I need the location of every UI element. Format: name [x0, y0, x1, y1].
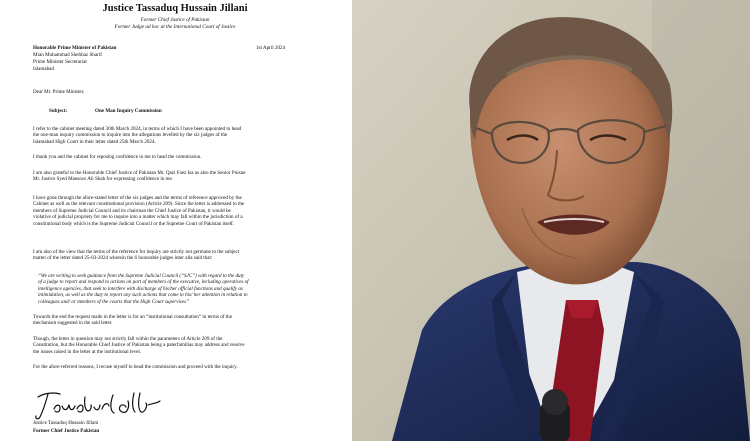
paragraph-1: I refer to the cabinet meeting dated 30th March 2024, in terms of which I have been appointed to head the one-man inquiry commission to inquire into the allegations levelled by the six judges of the Islamabad High Court in their letter dated 25th March 2024. — [33, 126, 242, 145]
addressee-line3: Prime Minister Secretariat — [33, 59, 87, 65]
addressee-line4: Islamabad — [33, 66, 54, 72]
letter-date: 1st April 2024 — [256, 45, 286, 51]
paragraph-7: Though, the letter in question may not strictly fall within the parameters of Article 209 of the Constitution, but the Honorable Chief Justice of Pakistan being a paterfamilias may address and resolve the issues raised in the letter at the institutional level. — [33, 336, 245, 355]
paragraph-4: I have gone through the afore-stated letter of the six judges and the terms of reference approved by the Cabinet as well as the relevant constitutional provision (Article 209). Since the letter is addressed to the members of Supreme Judicial Council and its chairman the Chief Justice of Pakistan, it would be violative of judicial propriety for me to inquire into a matter which may fall within the jurisdiction of a constitutional body which is the Supreme Judicial Council or the Supreme Court of Pakistan itself. — [33, 195, 245, 227]
paragraph-2: I thank you and the cabinet for reposing confidence in me to head the commission. — [33, 154, 202, 160]
letter-document — [0, 0, 350, 441]
quoted-passage: “We are writing to seek guidance from the Supreme Judicial Council (“SJC”) with regard to the duty of a judge to report and respond to actions on part of members of the executive, including operatives of intelligence agencies, that seek to interfere with discharge of his/her official functions and qualify as intimidation, as well as the duty to report any such actions that come to his/ her attention in relation to colleagues and/ or members of the courts that the High Court supervises” — [38, 273, 249, 305]
letterhead-title: Former Chief Justice of Pakistan — [140, 17, 210, 23]
subject-text: One Man Inquiry Commission — [95, 108, 162, 114]
portrait-illustration — [352, 0, 750, 441]
addressee-line2: Mian Muhammad Shehbaz Sharif — [33, 52, 102, 58]
signatory-title: Former Chief Justice Pakistan — [33, 428, 100, 434]
portrait-photo — [352, 0, 750, 441]
letterhead-subtitle: Former Judge ad hoc at the International Court of Justice — [114, 24, 236, 30]
paragraph-6: Towards the end the request made in the letter is for an “institutional consultation” in terms of the mechanism suggested in the said letter. — [33, 314, 232, 327]
signatory-name: Justice Tassaduq Hussain Jillani — [33, 420, 99, 426]
paragraph-5: I am also of the view that the terms of the reference for inquiry are strictly not germane to the subject matter of the letter dated 25-03-2024 wherein the 6 honorable judges inter alia said that: — [33, 249, 240, 262]
salutation: Dear Mr. Prime Minister, — [33, 89, 85, 95]
paragraph-3: I am also grateful to the Honorable Chief Justice of Pakistan Mr. Qazi Faez Isa as also the Senior Puisne Mr. Justice Syed Mansoor Ali Shah for expressing confidence in me. — [33, 170, 246, 183]
handwritten-signature — [30, 387, 170, 423]
letterhead-name: Justice Tassaduq Hussain Jillani — [102, 3, 248, 14]
subject-label: Subject: — [49, 108, 68, 114]
paragraph-8: For the afore-referred reasons, I recuse myself to head the commission and proceed with the inquiry. — [33, 364, 238, 370]
addressee-line1: Honorable Prime Minister of Pakistan — [33, 45, 117, 51]
microphone-icon — [540, 389, 570, 441]
